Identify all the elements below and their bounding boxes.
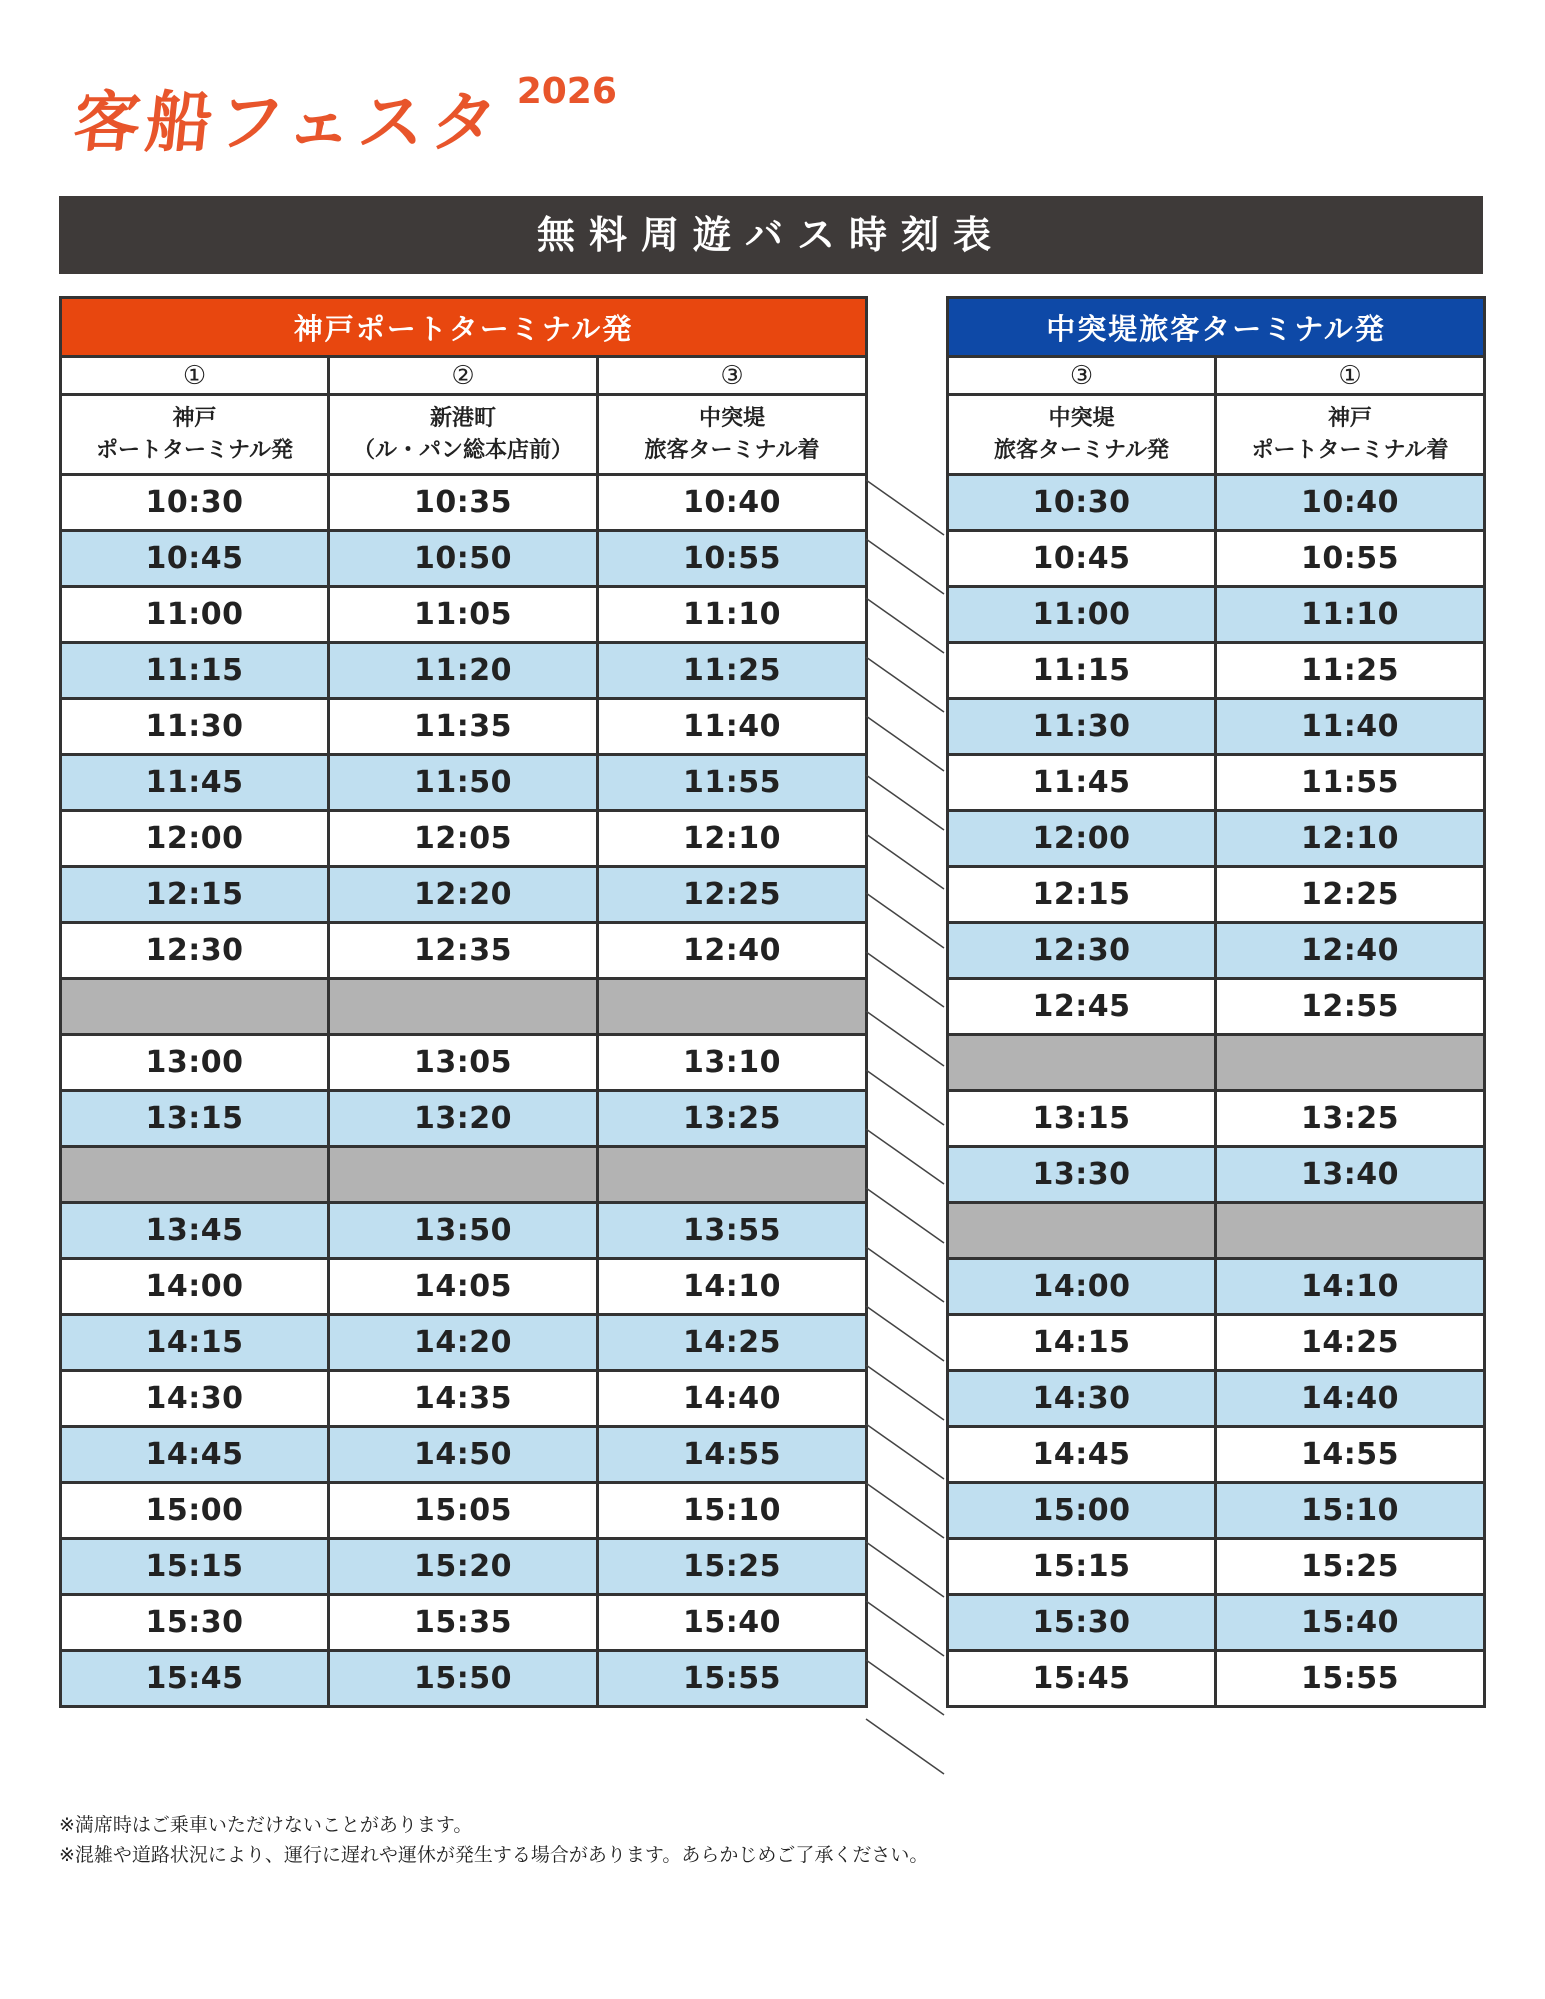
time-cell: 13:55 [598, 1203, 867, 1259]
time-cell: 12:35 [329, 923, 598, 979]
time-cell: 12:15 [61, 867, 329, 923]
time-cell: 15:45 [61, 1651, 329, 1707]
time-cell: 11:25 [1216, 643, 1485, 699]
stop-name-line: 旅客ターミナル着 [644, 437, 820, 463]
connector-line [866, 598, 944, 653]
time-cell: 13:15 [61, 1091, 329, 1147]
time-cell: 12:30 [61, 923, 329, 979]
stop-number: ③ [948, 357, 1216, 395]
time-cell: 11:55 [598, 755, 867, 811]
time-cell: 11:05 [329, 587, 598, 643]
connector-line [866, 1070, 944, 1125]
time-cell: 15:15 [61, 1539, 329, 1595]
timetable-kobe-port-terminal-departure [59, 296, 868, 1708]
time-cell: 15:50 [329, 1651, 598, 1707]
stop-name [1216, 395, 1485, 475]
connector-line [866, 657, 944, 712]
table-row [948, 475, 1485, 531]
time-cell [1216, 1035, 1485, 1091]
time-cell: 15:40 [1216, 1595, 1485, 1651]
table-row [61, 1539, 867, 1595]
time-cell: 10:55 [598, 531, 867, 587]
time-cell: 10:35 [329, 475, 598, 531]
time-cell: 14:00 [948, 1259, 1216, 1315]
stop-name [598, 395, 867, 475]
time-cell: 12:00 [61, 811, 329, 867]
connector-line [866, 1129, 944, 1184]
table-row-no-service [61, 1147, 867, 1203]
time-cell: 11:00 [948, 587, 1216, 643]
stop-name [948, 395, 1216, 475]
time-cell: 12:05 [329, 811, 598, 867]
table-row [948, 1091, 1485, 1147]
time-cell [329, 979, 598, 1035]
connector-line [866, 952, 944, 1007]
connector-line [866, 775, 944, 830]
time-cell: 11:10 [1216, 587, 1485, 643]
time-cell [948, 1035, 1216, 1091]
table-row-no-service [948, 1203, 1485, 1259]
note-line: ※混雑や道路状況により、運行に遅れや運休が発生する場合があります。あらかじめご了承ください。 [59, 1844, 929, 1866]
time-cell: 14:45 [948, 1427, 1216, 1483]
stop-number: ② [329, 357, 598, 395]
table-row [948, 1427, 1485, 1483]
timetable-nakatottei-terminal-departure [946, 296, 1486, 1708]
table-row [948, 643, 1485, 699]
connector-line [866, 1188, 944, 1243]
time-cell: 12:15 [948, 867, 1216, 923]
stop-name-line: （ル・パン総本店前） [352, 437, 573, 463]
time-cell: 14:30 [948, 1371, 1216, 1427]
time-cell: 12:10 [1216, 811, 1485, 867]
festival-logo [70, 60, 617, 161]
time-cell: 13:50 [329, 1203, 598, 1259]
time-cell: 11:25 [598, 643, 867, 699]
time-cell: 13:25 [598, 1091, 867, 1147]
time-cell: 15:00 [948, 1483, 1216, 1539]
time-cell: 12:40 [598, 923, 867, 979]
time-cell: 11:30 [948, 699, 1216, 755]
stop-name-line: ポートターミナル着 [1251, 437, 1449, 463]
time-cell: 10:45 [948, 531, 1216, 587]
time-cell: 10:30 [948, 475, 1216, 531]
stop-name-line: 中突堤 [1048, 405, 1115, 431]
table-row [948, 1595, 1485, 1651]
time-cell: 13:45 [61, 1203, 329, 1259]
time-cell: 10:30 [61, 475, 329, 531]
connector-line [866, 1660, 944, 1715]
time-cell: 15:40 [598, 1595, 867, 1651]
note-line: ※満席時はご乗車いただけないことがあります。 [59, 1814, 473, 1836]
connector-line [866, 1011, 944, 1066]
time-cell: 15:10 [1216, 1483, 1485, 1539]
table-row [948, 1651, 1485, 1707]
time-cell: 13:10 [598, 1035, 867, 1091]
time-cell: 14:15 [948, 1315, 1216, 1371]
table-row-no-service [948, 1035, 1485, 1091]
time-cell: 15:25 [1216, 1539, 1485, 1595]
table-row [948, 923, 1485, 979]
time-cell: 13:05 [329, 1035, 598, 1091]
section-title: 神戸ポートターミナル発 [61, 298, 867, 357]
time-cell: 15:20 [329, 1539, 598, 1595]
connector-line [866, 539, 944, 594]
connector-line [866, 1247, 944, 1302]
time-cell: 10:55 [1216, 531, 1485, 587]
connector-line [866, 834, 944, 889]
time-cell [948, 1203, 1216, 1259]
table-row [948, 1483, 1485, 1539]
time-cell: 14:15 [61, 1315, 329, 1371]
connector-line [866, 1306, 944, 1361]
table-row [61, 531, 867, 587]
time-cell: 11:45 [61, 755, 329, 811]
time-cell: 15:45 [948, 1651, 1216, 1707]
table-row [61, 587, 867, 643]
table-row [948, 1259, 1485, 1315]
stop-name-line: 神戸 [1327, 405, 1372, 431]
time-cell: 14:10 [598, 1259, 867, 1315]
time-cell: 14:35 [329, 1371, 598, 1427]
table-row [61, 1595, 867, 1651]
time-cell: 14:05 [329, 1259, 598, 1315]
table-row [948, 867, 1485, 923]
table-row [948, 979, 1485, 1035]
table-row [61, 475, 867, 531]
time-cell: 14:10 [1216, 1259, 1485, 1315]
time-cell: 13:25 [1216, 1091, 1485, 1147]
connector-line [866, 1424, 944, 1479]
table-row [948, 1147, 1485, 1203]
time-cell: 10:40 [598, 475, 867, 531]
table-row [948, 1315, 1485, 1371]
time-cell: 11:35 [329, 699, 598, 755]
table-row [948, 1371, 1485, 1427]
logo-name: 客船フェスタ [70, 84, 507, 161]
stop-name [61, 395, 329, 475]
section-title: 中突堤旅客ターミナル発 [948, 298, 1485, 357]
table-row [61, 1427, 867, 1483]
connector-line [866, 480, 944, 535]
time-cell: 14:25 [598, 1315, 867, 1371]
time-cell: 15:30 [61, 1595, 329, 1651]
connector-line [866, 1365, 944, 1420]
table-row [948, 811, 1485, 867]
stop-number: ③ [598, 357, 867, 395]
table-row [948, 531, 1485, 587]
connector-line [866, 1601, 944, 1656]
time-cell: 12:55 [1216, 979, 1485, 1035]
connector-line [866, 1483, 944, 1538]
time-cell: 14:45 [61, 1427, 329, 1483]
time-cell: 11:15 [61, 643, 329, 699]
table-row [61, 867, 867, 923]
time-cell: 13:30 [948, 1147, 1216, 1203]
connector-line [866, 1719, 944, 1774]
time-cell: 12:10 [598, 811, 867, 867]
time-cell: 11:40 [1216, 699, 1485, 755]
time-cell: 14:55 [598, 1427, 867, 1483]
time-cell: 11:40 [598, 699, 867, 755]
time-cell: 14:20 [329, 1315, 598, 1371]
time-cell: 11:20 [329, 643, 598, 699]
time-cell: 15:10 [598, 1483, 867, 1539]
time-cell [598, 979, 867, 1035]
time-cell: 11:10 [598, 587, 867, 643]
stop-name [329, 395, 598, 475]
time-cell: 12:45 [948, 979, 1216, 1035]
stop-name-line: 旅客ターミナル発 [994, 437, 1169, 463]
stop-number: ① [61, 357, 329, 395]
time-cell: 10:50 [329, 531, 598, 587]
time-cell [329, 1147, 598, 1203]
table-row [61, 1259, 867, 1315]
notes [59, 1810, 928, 1870]
time-cell: 12:40 [1216, 923, 1485, 979]
time-cell [61, 979, 329, 1035]
table-row [61, 1315, 867, 1371]
time-cell: 15:00 [61, 1483, 329, 1539]
time-cell: 15:05 [329, 1483, 598, 1539]
time-cell: 15:25 [598, 1539, 867, 1595]
time-cell: 11:00 [61, 587, 329, 643]
time-cell [1216, 1203, 1485, 1259]
connector-line [866, 716, 944, 771]
time-cell: 13:00 [61, 1035, 329, 1091]
table-row [61, 755, 867, 811]
connector-line [866, 1542, 944, 1597]
table-row [61, 1091, 867, 1147]
page-title: 無料周遊バス時刻表 [59, 196, 1483, 274]
time-cell: 13:40 [1216, 1147, 1485, 1203]
stop-name-line: 新港町 [429, 405, 496, 431]
time-cell: 12:25 [598, 867, 867, 923]
time-cell: 12:20 [329, 867, 598, 923]
time-cell: 11:45 [948, 755, 1216, 811]
time-cell: 10:45 [61, 531, 329, 587]
time-cell: 12:00 [948, 811, 1216, 867]
stop-name-line: 神戸 [172, 405, 217, 431]
time-cell: 14:50 [329, 1427, 598, 1483]
time-cell: 15:30 [948, 1595, 1216, 1651]
time-cell: 14:00 [61, 1259, 329, 1315]
logo-year: 2026 [516, 71, 617, 112]
table-row [61, 1371, 867, 1427]
table-row [61, 1651, 867, 1707]
time-cell [598, 1147, 867, 1203]
table-row [61, 1035, 867, 1091]
table-row [948, 587, 1485, 643]
time-cell: 13:20 [329, 1091, 598, 1147]
table-row [948, 699, 1485, 755]
table-row [948, 755, 1485, 811]
time-cell: 15:35 [329, 1595, 598, 1651]
time-cell: 12:25 [1216, 867, 1485, 923]
table-row [61, 923, 867, 979]
table-row [61, 811, 867, 867]
table-row [61, 1203, 867, 1259]
time-cell: 13:15 [948, 1091, 1216, 1147]
time-cell [61, 1147, 329, 1203]
time-cell: 14:25 [1216, 1315, 1485, 1371]
time-cell: 11:50 [329, 755, 598, 811]
connector-lines [866, 480, 944, 1810]
time-cell: 14:40 [598, 1371, 867, 1427]
time-cell: 15:55 [598, 1651, 867, 1707]
connector-line [866, 893, 944, 948]
time-cell: 14:30 [61, 1371, 329, 1427]
time-cell: 11:30 [61, 699, 329, 755]
stop-name-line: 中突堤 [698, 405, 765, 431]
time-cell: 15:55 [1216, 1651, 1485, 1707]
table-row-no-service [61, 979, 867, 1035]
table-row [61, 699, 867, 755]
time-cell: 11:55 [1216, 755, 1485, 811]
time-cell: 12:30 [948, 923, 1216, 979]
time-cell: 11:15 [948, 643, 1216, 699]
time-cell: 14:55 [1216, 1427, 1485, 1483]
stop-name-line: ポートターミナル発 [96, 437, 293, 463]
stop-number: ① [1216, 357, 1485, 395]
table-row [61, 643, 867, 699]
time-cell: 15:15 [948, 1539, 1216, 1595]
table-row [61, 1483, 867, 1539]
time-cell: 10:40 [1216, 475, 1485, 531]
table-row [948, 1539, 1485, 1595]
time-cell: 14:40 [1216, 1371, 1485, 1427]
